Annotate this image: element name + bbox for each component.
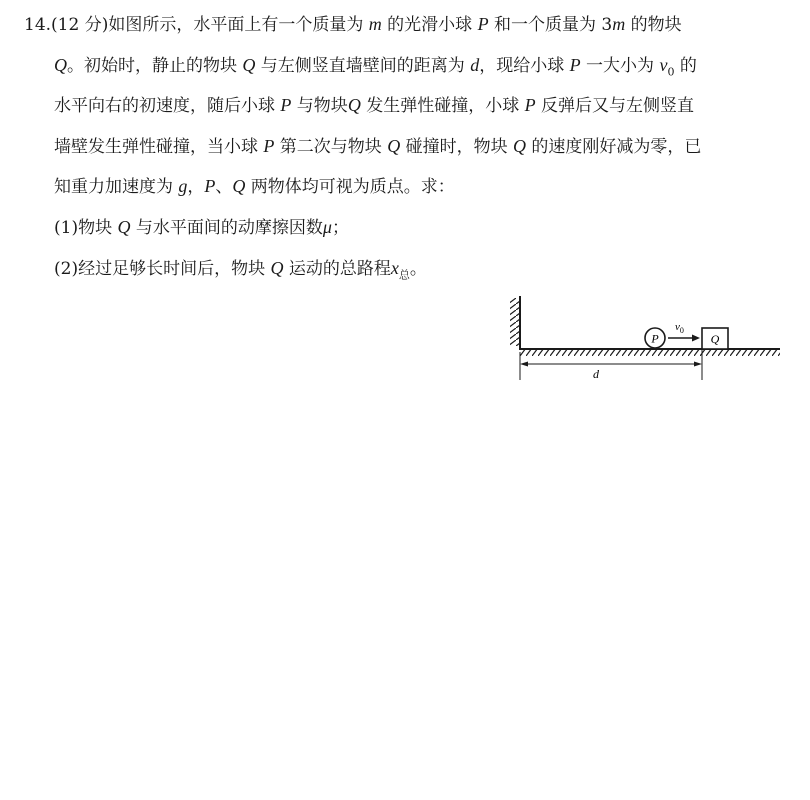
question-2: (2)经过足够长时间后，物块 Q 运动的总路程$x_总$。	[54, 257, 427, 281]
problem-14	[24, 14, 794, 298]
stem-line-4: 墙壁发生弹性碰撞，当小球 P 第二次与物块 Q 碰撞时，物块 Q 的速度刚好减为零，已	[54, 135, 702, 157]
diagram	[508, 292, 788, 387]
diagram-svg	[508, 292, 788, 387]
stem-line-2: Q。初始时，静止的物块 Q 与左侧竖直墙壁间的距离为 d，现给小球 P 一大小为 $v_0$ 的	[54, 54, 697, 78]
stem-line-1: 14.(12 分)如图所示，水平面上有一个质量为 m 的光滑小球 P 和一个质量为 3m 的物块	[24, 14, 682, 35]
problem-number: 14.	[24, 15, 52, 35]
wall	[510, 296, 520, 350]
block-q	[702, 328, 728, 349]
question-1: (1)物块 Q 与水平面间的动摩擦因数μ；	[54, 216, 349, 238]
ground	[520, 349, 780, 356]
block-label: Q	[710, 332, 720, 346]
velocity-label: $v_0$	[675, 321, 684, 335]
velocity-arrow	[668, 321, 700, 342]
problem-score: (12 分)	[51, 15, 109, 35]
stem-line-5: 知重力加速度为 g，P、Q 两物体均可视为质点。求：	[54, 176, 455, 198]
ball-p	[645, 328, 665, 348]
stem-line-3: 水平向右的初速度，随后小球 P 与物块Q 发生弹性碰撞，小球 P 反弹后又与左侧竖直	[54, 95, 695, 117]
ball-label: P	[651, 331, 659, 346]
distance-label: d	[593, 367, 599, 381]
